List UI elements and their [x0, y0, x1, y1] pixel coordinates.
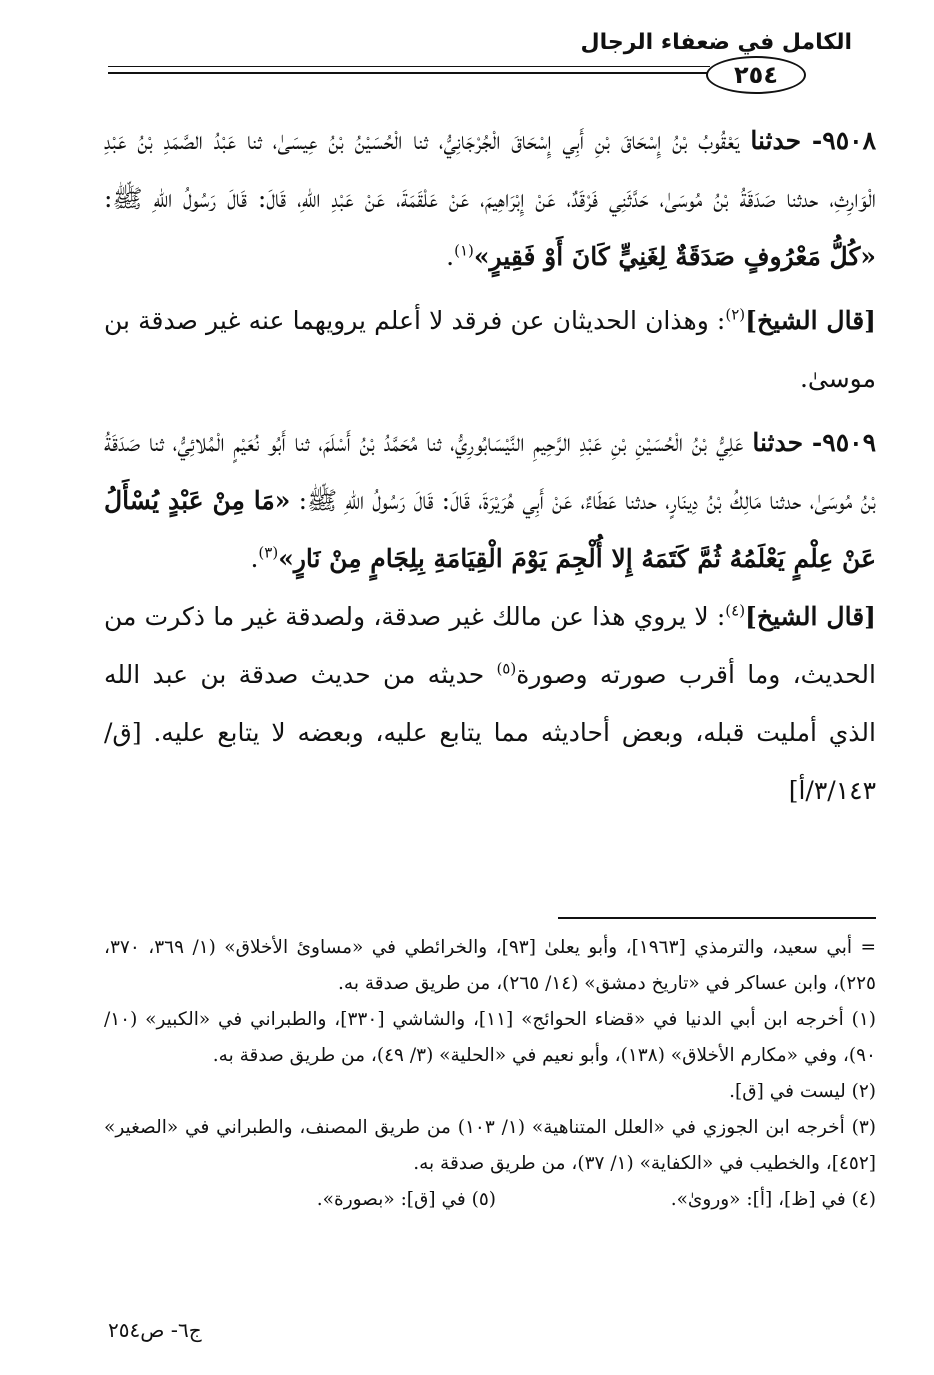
- footnote-continued: = أبي سعيد، والترمذي [١٩٦٣]، وأبو يعلىٰ [٩٣]، والخرائطي في «مساوئ الأخلاق» (١/ ٣٦٩، ٣٧٠، ٢٢٥)، وابن عساكر في «تاريخ دمشق» (١٤/ ٢٦٥)، من طريق صدقة به.: [104, 937, 877, 994]
- footnote-3: (٣) أخرجه ابن الجوزي في «العلل المتناهية» (١/ ١٠٣) من طريق المصنف، والطبراني في «الصغير» [٤٥٢]، والخطيب في «الكفاية» (١/ ٣٧)، من طريق صدقة به.: [104, 1117, 876, 1174]
- footnote-ref: (٣): [258, 543, 279, 562]
- footnote-row: [104, 1182, 876, 1218]
- hadith-isnad: يَعْقُوبُ بْنُ إِسْحَاقَ بْنِ أَبِي إِسْحَاقَ الْجُرْجَانِيُّ، ثنا الْحُسَيْنُ بْنُ عِيسَىٰ، ثنا عَبْدُ الصَّمَدِ بْنُ عَبْدِ الْوَارِثِ، حدثنا صَدَقَةُ بْنُ مُوسَىٰ، حَدَّثَنِي فَرْقَدٌ، عَنْ إِبْرَاهِيمَ، عَنْ عَلْقَمَةَ، عَنْ عَبْدِ اللهِ، قَالَ: قَالَ رَسُولُ اللهِ ﷺ:: [104, 126, 876, 213]
- footnote-2: (٢) ليست في [ق].: [729, 1081, 876, 1102]
- hadith-lead: حدثنا: [752, 428, 804, 457]
- hadith-9509: [104, 414, 876, 588]
- footnote-1: (١) أخرجه ابن أبي الدنيا في «قضاء الحوائج» [١١]، والشاشي [٣٣٠]، والطبراني في «الكبير» (١٠/ ٩٠)، وفي «مكارم الأخلاق» (١٣٨)، وأبو نعيم في «الحلية» (٣/ ٤٩)، من طريق صدقة به.: [104, 1009, 876, 1066]
- hadith-9508: [104, 112, 876, 286]
- main-text: [104, 112, 876, 820]
- volume-page-signature: ج٦- ص٢٥٤: [108, 1318, 202, 1342]
- shaykh-text: : لا يروي هذا عن مالك غير صدقة، ولصدقة غير ما ذكرت من الحديث، وما أقرب صورته وصورة: [104, 602, 876, 689]
- header-rule: [108, 72, 710, 74]
- hadith-matn: «مَا مِنْ عَبْدٍ يُسْأَلُ عَنْ عِلْمٍ يَعْلَمُهُ ثُمَّ كَتَمَهُ إِلا أُلْجِمَ يَوْمَ الْقِيَامَةِ بِلِجَامٍ مِنْ نَارٍ»: [104, 486, 876, 573]
- page-number: ٢٥٤: [706, 56, 806, 94]
- hadith-isnad: عَلِيُّ بْنُ الْحُسَيْنِ بْنِ عَبْدِ الرَّحِيمِ النَّيْسَابُورِيُّ، ثنا مُحَمَّدُ بْنُ أَسْلَمَ، ثنا أَبُو نُعَيْمٍ الْمُلائِيُّ، ثنا صَدَقَةُ بْنُ مُوسَىٰ، حدثنا مَالِكُ بْنُ دِينَارٍ، حدثنا عَطَاءٌ، عَنْ أَبِي هُرَيْرَةَ، قَالَ: قَالَ رَسُولُ اللهِ ﷺ:: [104, 428, 876, 515]
- hadith-lead: حدثنا: [750, 126, 802, 155]
- footnote-5: (٥) في [ق]: «بصورة».: [316, 1189, 496, 1210]
- shaykh-note: [104, 292, 876, 408]
- shaykh-text: : وهذان الحديثان عن فرقد لا أعلم يرويهما عنه غير صدقة بن موسىٰ.: [104, 306, 876, 393]
- footnote-ref: (٥): [496, 659, 517, 678]
- sentence-end: .: [446, 242, 455, 271]
- footnotes: [104, 930, 876, 1218]
- footnote-ref: (٢): [725, 305, 746, 324]
- running-title: الكامل في ضعفاء الرجال: [580, 30, 852, 55]
- hadith-matn: «كُلُّ مَعْرُوفٍ صَدَقَةٌ لِغَنِيٍّ كَانَ أَوْ فَقِيرٍ»: [473, 242, 876, 271]
- sentence-end: .: [250, 544, 259, 573]
- footnote-ref: (٤): [725, 601, 746, 620]
- footnote-separator: [558, 917, 876, 919]
- shaykh-text: حديثه من حديث صدقة بن عبد الله الذي أمليت قبله، وبعض أحاديثه مما يتابع عليه، وبعضه لا يتابع عليه. [ق/٣/١٤٣/أ]: [104, 660, 876, 805]
- header-rule-thin: [108, 66, 710, 67]
- hadith-number: ٩٥٠٨-: [811, 126, 876, 155]
- hadith-number: ٩٥٠٩-: [811, 428, 876, 457]
- footnote-ref: (١): [454, 241, 474, 260]
- footnote-4: (٤) في [ظ]، [أ]: «وروىٰ».: [670, 1189, 876, 1210]
- shaykh-label: [قال الشيخ]: [745, 602, 876, 631]
- shaykh-note: [104, 588, 876, 820]
- shaykh-label: [قال الشيخ]: [745, 306, 876, 335]
